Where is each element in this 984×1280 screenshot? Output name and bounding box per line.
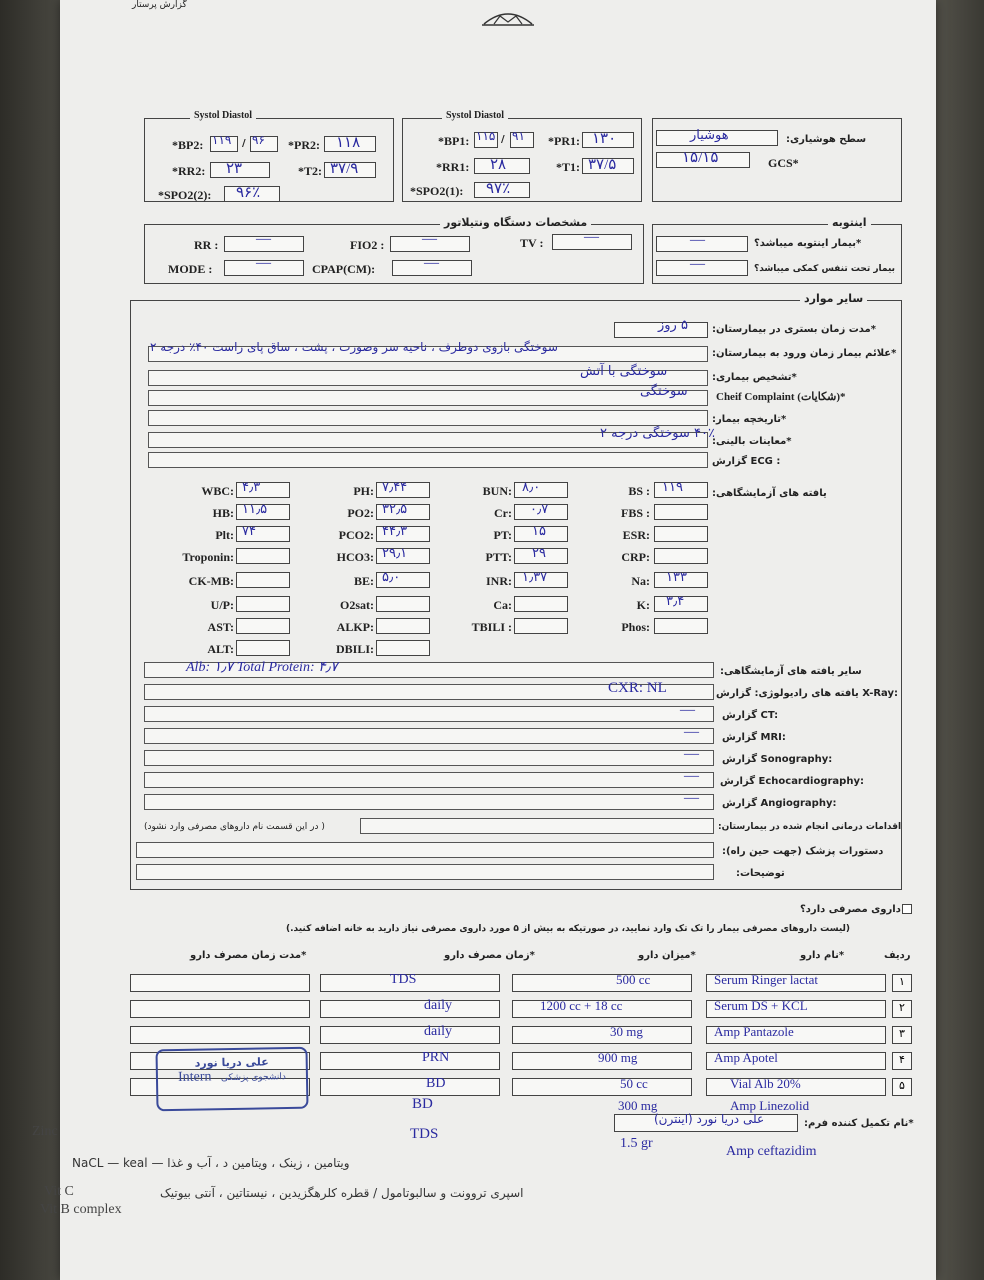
bp1-slash: / (501, 134, 505, 145)
intubation-title: اینتوبه (828, 216, 871, 229)
lab-field[interactable] (654, 618, 708, 634)
vent-rr-dash: — (256, 231, 271, 247)
lab-label: BE: (353, 574, 374, 588)
echo-label: گزارش Echocardiography: (720, 776, 864, 787)
drug-dose-value: 500 cc (616, 972, 651, 987)
drug-name-value: Amp Pantazole (714, 1024, 794, 1039)
lab-value: ۱۱۹ (662, 479, 683, 494)
drug-duration-field[interactable] (130, 974, 310, 992)
mri-label: گزارش MRI: (722, 732, 786, 743)
lab-value: ۱۱٫۵ (242, 501, 268, 516)
vent-cpap-label: CPAP(CM): (312, 262, 376, 276)
lab-label: HCO3: (336, 550, 374, 564)
echo-dash: — (684, 768, 699, 784)
complaint-label: Cheif Complaint (شکایات)* (716, 391, 846, 403)
drug-time-value: daily (424, 1024, 452, 1039)
bp1-label: *BP1: (438, 134, 470, 148)
lab-label: PTT: (485, 550, 512, 564)
lab-value: ۲۹٫۱ (382, 545, 408, 560)
drug-dose-value: 1200 cc + 18 cc (540, 998, 623, 1013)
lab-value: ۸٫۰ (522, 479, 541, 494)
lab-field[interactable] (236, 596, 290, 612)
doctor-stamp (155, 1047, 308, 1112)
lab-label: ALT: (207, 642, 234, 656)
echo-field[interactable] (144, 772, 714, 788)
mri-dash: — (684, 724, 699, 740)
pr2-label: *PR2: (288, 138, 320, 152)
lab-label: INR: (486, 574, 512, 588)
drug-time-field[interactable] (320, 1052, 500, 1070)
lab-label: AST: (207, 620, 234, 634)
lab-label: PCO2: (338, 528, 374, 542)
spo2-1-value: ۹۷٪ (486, 181, 511, 197)
vent-cpap-dash: — (424, 255, 439, 271)
diagnosis-value: سوختگی با آتش (580, 364, 668, 379)
drug-name-value: Serum DS + KCL (714, 998, 808, 1013)
form-header-title: گزارش پرستار (132, 0, 187, 10)
lab-label: CK-MB: (188, 574, 234, 588)
actions-note: ( در این قسمت نام داروهای مصرفی وارد نشود) (144, 822, 325, 832)
emblem-icon (480, 6, 536, 32)
drug-time-field[interactable] (320, 1026, 500, 1044)
lab-label: BUN: (482, 484, 512, 498)
lab-label: CRP: (621, 550, 650, 564)
rr1-value: ۲۸ (490, 157, 507, 173)
lab-label: Plt: (215, 528, 234, 542)
drug-col-duration: *مدت زمان مصرف دارو (190, 950, 307, 961)
drug-row-num: ۳ (892, 1026, 912, 1044)
ct-label: گزارش CT: (722, 710, 779, 721)
lab-label: Na: (631, 574, 650, 588)
lab-label: K: (636, 598, 650, 612)
lab-label: BS : (628, 484, 650, 498)
history-field[interactable] (148, 410, 708, 426)
los-label: *مدت زمان بستری در بیمارستان: (712, 324, 876, 335)
drug-dose-field[interactable] (512, 1026, 692, 1044)
diagnosis-label: *تشخیص بیماری: (712, 372, 797, 383)
lab-value: ۵٫۰ (382, 569, 401, 584)
t1-value: ۳۷/۵ (588, 157, 617, 173)
lab-value: ۰٫۷ (530, 501, 549, 516)
lab-value: ۷۴ (242, 523, 256, 538)
lab-label: TBILI : (471, 620, 512, 634)
complaint-field[interactable] (148, 390, 708, 406)
drug-time-field[interactable] (320, 1000, 500, 1018)
extra-drug1-dose: 300 mg (618, 1098, 658, 1113)
lab-value: ۴٫۳ (242, 479, 261, 494)
lab-value: ۲۹ (532, 545, 546, 560)
lab-label: PO2: (347, 506, 374, 520)
other-title: سایر موارد (800, 292, 867, 305)
desk-background-left (0, 0, 62, 1280)
notes-label: توضیحات: (736, 868, 785, 879)
xray-label: یافته های رادیولوژی: گزارش X-Ray: (716, 688, 898, 699)
bp1-diastolic-value: ۹۱ (512, 129, 525, 143)
spo2-2-value: ۹۶٪ (236, 185, 261, 201)
vent-tv-dash: — (584, 229, 599, 245)
other-labs-label: سایر یافته های آزمایشگاهی: (720, 666, 862, 677)
sono-field[interactable] (144, 750, 714, 766)
stamp-name: علی دریا نورد (194, 1055, 269, 1070)
vent-mode-label: MODE : (168, 262, 213, 276)
lab-value: ۱۳۳ (666, 569, 687, 584)
lab-label: U/P: (210, 598, 234, 612)
ecg-field[interactable] (148, 452, 708, 468)
lab-value: ۷٫۴۴ (382, 479, 408, 494)
lab-label: WBC: (201, 484, 234, 498)
extra-drug1-time: BD (412, 1096, 433, 1112)
bp2-slash: / (242, 138, 246, 149)
lab-label: O2sat: (340, 598, 374, 612)
sono-label: گزارش Sonography: (722, 754, 833, 765)
drug-time-value: BD (426, 1076, 446, 1091)
extra-drug2-name: Amp ceftazidim (726, 1144, 817, 1159)
lab-label: PH: (353, 484, 374, 498)
spo2-1-label: *SPO2(1): (410, 184, 464, 198)
drug-name-value: Vial Alb 20% (730, 1076, 801, 1091)
xray-value: CXR: NL (608, 680, 667, 696)
note-vitc: Vit C (44, 1184, 74, 1199)
drug-instruction: (لیست داروهای مصرفی بیمار را تک تک وارد نمایید، در صورتیکه به بیش از ۵ مورد داروی مصرفی نیاز دارید به خانه اضافه کنید.) (286, 924, 851, 934)
vent-mode-dash: — (256, 255, 271, 271)
rr1-label: *RR1: (436, 160, 470, 174)
vent-rr-label: RR : (194, 238, 219, 252)
actions-label: اقدامات درمانی انجام شده در بیمارستان: (718, 822, 902, 832)
lab-value: ۳۲٫۵ (382, 501, 408, 516)
lab-field[interactable] (236, 572, 290, 588)
orders-label: دستورات پزشک (جهت حین راه): (722, 846, 884, 857)
drug-duration-field[interactable] (130, 1000, 310, 1018)
vitals-first-col-header: Systol Diastol (442, 110, 508, 121)
lab-label: HB: (212, 506, 234, 520)
bp2-diastolic-value: ۹۶ (252, 133, 265, 147)
lab-value: ۱٫۳۷ (522, 569, 548, 584)
lab-field[interactable] (236, 548, 290, 564)
lab-field[interactable] (376, 618, 430, 634)
actions-field[interactable] (360, 818, 714, 834)
history-label: *تاریخچه بیمار: (712, 414, 787, 425)
rr2-value: ۲۳ (226, 161, 243, 177)
vent-tv-label: TV : (520, 236, 544, 250)
vitals-second-col-header: Systol Diastol (190, 110, 256, 121)
symptoms-label: *علائم بیمار زمان ورود به بیمارستان: (712, 348, 897, 359)
t2-value: ۳۷/۹ (330, 161, 359, 177)
drug-row-num: ۵ (892, 1078, 912, 1096)
vent-fio2-dash: — (422, 231, 437, 247)
drug-dose-field[interactable] (512, 1078, 692, 1096)
spo2-2-label: *SPO2(2): (158, 188, 212, 202)
ct-dash: — (680, 702, 695, 718)
orders-field[interactable] (136, 842, 714, 858)
lab-label: FBS : (620, 506, 650, 520)
form-paper (32, 0, 936, 1280)
drug-time-value: daily (424, 998, 452, 1013)
lab-label: Troponin: (182, 550, 234, 564)
lab-field[interactable] (654, 548, 708, 564)
lab-field[interactable] (376, 640, 430, 656)
lab-label: DBILI: (335, 642, 374, 656)
lab-value: ۴۴٫۳ (382, 523, 408, 538)
pr2-value: ۱۱۸ (336, 135, 361, 151)
lab-label: ESR: (622, 528, 650, 542)
intubation-q1: *بیمار اینتوبه میباشد؟ (754, 238, 862, 249)
t1-label: *T1: (556, 160, 580, 174)
lab-label: Ca: (493, 598, 512, 612)
drug-dose-value: 50 cc (620, 1076, 648, 1091)
lab-field[interactable] (376, 596, 430, 612)
other-labs-value: Alb: ۱٫۷ Total Protein: ۴٫۷ (186, 660, 338, 675)
drug-dose-value: 30 mg (610, 1024, 643, 1039)
drug-col-time: *زمان مصرف دارو (444, 950, 535, 961)
drug-row-num: ۴ (892, 1052, 912, 1070)
angio-label: گزارش Angiography: (722, 798, 837, 809)
bp1-systolic-value: ۱۱۵ (476, 129, 496, 143)
gcs-value: ۱۵/۱۵ (682, 150, 719, 166)
extra-drug2-dose: 1.5 gr (620, 1136, 653, 1151)
bp2-systolic-value: ۱۱۹ (212, 133, 232, 147)
lab-label: PT: (493, 528, 512, 542)
drug-question: داروی مصرفی دارد؟ (800, 904, 901, 915)
intubation-q2: بیمار تحت تنفس کمکی میباشد؟ (754, 264, 896, 274)
gcs-label: GCS* (768, 156, 799, 170)
angio-dash: — (684, 790, 699, 806)
lab-field[interactable] (654, 526, 708, 542)
drug-dose-value: 900 mg (598, 1050, 638, 1065)
drug-dose-field[interactable] (512, 974, 692, 992)
bp2-label: *BP2: (172, 138, 204, 152)
stamp-sub: دانشجوی پزشکی (220, 1072, 286, 1084)
drug-row-num: ۱ (892, 974, 912, 992)
drug-col-name: *نام دارو (800, 950, 845, 961)
drug-duration-field[interactable] (130, 1026, 310, 1044)
consciousness-value: هوشیار (690, 128, 729, 143)
drug-name-value: Serum Ringer lactat (714, 972, 818, 987)
rr2-label: *RR2: (172, 164, 206, 178)
drug-checkbox[interactable] (902, 904, 912, 914)
stamp-role: Intern (177, 1069, 212, 1085)
exam-value: ۴۰٪ سوختگی درجه ۲ (600, 426, 715, 441)
ecg-label: گزارش ECG : (712, 456, 781, 467)
exam-label: *معاینات بالینی: (712, 436, 792, 447)
lab-field[interactable] (236, 618, 290, 634)
labs-title: یافته های آزمایشگاهی: (712, 488, 827, 499)
symptoms-value: سوختگی بازوی دوطرف ، ناحیه سر وصورت ، پشت ، ساق پای راست ۴۰٪ درجه ۲ (150, 340, 558, 354)
note-vitb: Vit B complex (40, 1202, 122, 1217)
drug-row-num: ۲ (892, 1000, 912, 1018)
lab-field[interactable] (236, 640, 290, 656)
drug-time-field[interactable] (320, 1078, 500, 1096)
drug-col-row: ردیف (884, 950, 911, 961)
consciousness-label: سطح هوشیاری: (786, 134, 867, 145)
pr1-label: *PR1: (548, 134, 580, 148)
intubation-a2: — (690, 256, 705, 272)
angio-field[interactable] (144, 794, 714, 810)
sono-dash: — (684, 746, 699, 762)
t2-label: *T2: (298, 164, 322, 178)
note-line2: اسپری تروونت و سالبوتامول / قطره کلرهگزیدین ، نیستاتین ، آنتی بیوتیک (160, 1186, 524, 1200)
lab-label: ALKP: (336, 620, 374, 634)
lab-field[interactable] (514, 618, 568, 634)
completer-label: *نام تکمیل کننده فرم: (804, 1118, 914, 1129)
note-line1: ویتامین ، زینک ، ویتامین د ، آب و غذا — NaCL — keal (72, 1156, 350, 1170)
drug-name-value: Amp Apotel (714, 1050, 778, 1065)
lab-field[interactable] (654, 504, 708, 520)
lab-label: Phos: (621, 620, 650, 634)
complaint-value: سوختگی (640, 384, 688, 399)
extra-drug2-time: TDS (410, 1126, 439, 1142)
intubation-a1: — (690, 232, 705, 248)
lab-field[interactable] (514, 596, 568, 612)
completer-value: علی دریا نورد (اینترن) (654, 1112, 765, 1126)
note-zinc: Zinc (32, 1124, 58, 1139)
mri-field[interactable] (144, 728, 714, 744)
ventilator-title: مشخصات دستگاه ونتیلاتور (440, 216, 591, 229)
pr1-value: ۱۳۰ (592, 131, 617, 147)
vent-fio2-label: FIO2 : (350, 238, 385, 252)
ct-field[interactable] (144, 706, 714, 722)
los-value: ۵ روز (658, 318, 688, 333)
drug-col-dose: *میزان دارو (638, 950, 696, 961)
lab-value: ۱۵ (532, 523, 546, 538)
lab-label: Cr: (494, 506, 512, 520)
extra-drug1-name: Amp Linezolid (730, 1098, 810, 1113)
lab-value: ۳٫۴ (666, 593, 685, 608)
drug-time-value: TDS (390, 972, 417, 987)
notes-field[interactable] (136, 864, 714, 880)
drug-time-value: PRN (422, 1050, 450, 1065)
